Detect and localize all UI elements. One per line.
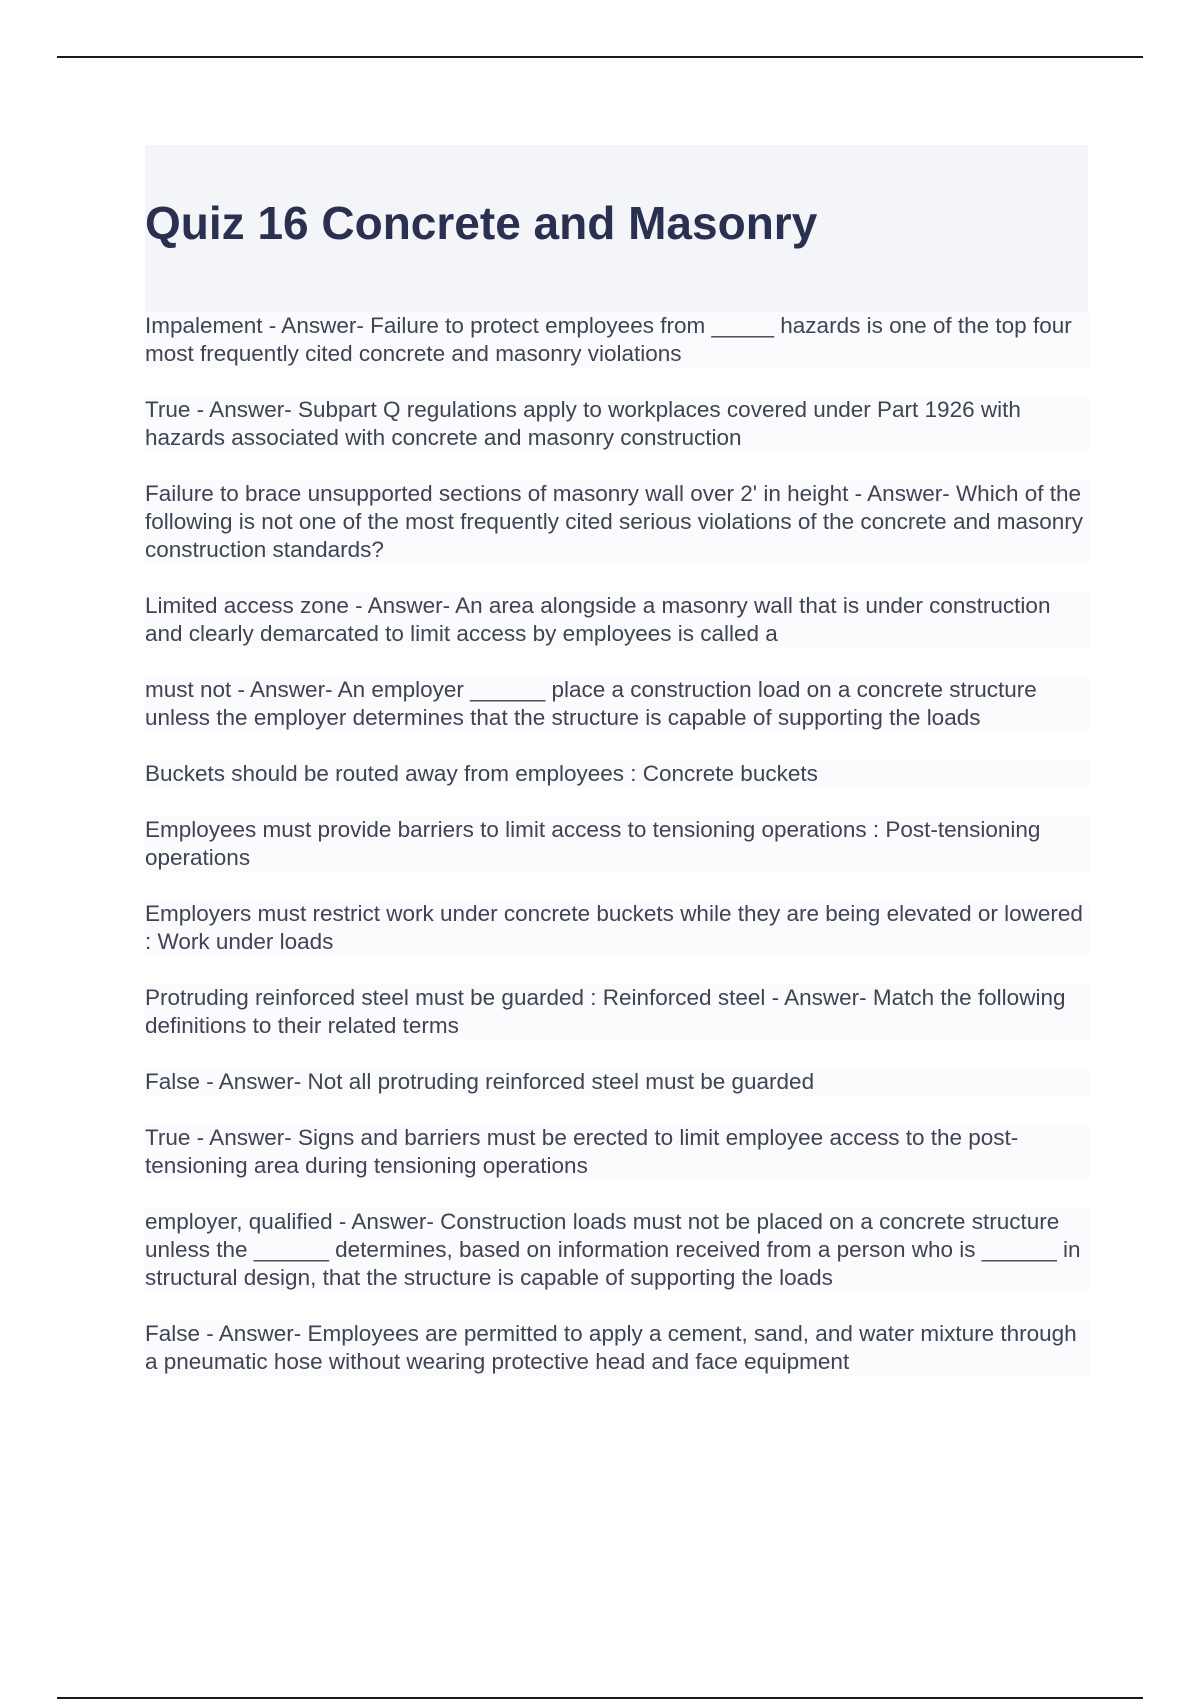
qa-item: False - Answer- Employees are permitted to apply a cement, sand, and water mixture through a pneumatic hose without wearing protective head and face equipment [145, 1320, 1090, 1376]
bottom-rule [57, 1697, 1143, 1699]
page-title: Quiz 16 Concrete and Masonry [145, 197, 818, 249]
qa-item: True - Answer- Subpart Q regulations apply to workplaces covered under Part 1926 with hazards associated with concrete and masonry construction [145, 396, 1090, 452]
qa-item: must not - Answer- An employer ______ place a construction load on a concrete structure unless the employer determines that the structure is capable of supporting the loads [145, 676, 1090, 732]
qa-item: Employees must provide barriers to limit access to tensioning operations : Post-tensioning operations [145, 816, 1090, 872]
qa-list [145, 312, 1090, 1404]
qa-item: Buckets should be routed away from employees : Concrete buckets [145, 760, 1090, 788]
qa-item: Limited access zone - Answer- An area alongside a masonry wall that is under construction and clearly demarcated to limit access by employees is called a [145, 592, 1090, 648]
qa-item: False - Answer- Not all protruding reinforced steel must be guarded [145, 1068, 1090, 1096]
qa-item: True - Answer- Signs and barriers must be erected to limit employee access to the post-tensioning area during tensioning operations [145, 1124, 1090, 1180]
qa-item: Impalement - Answer- Failure to protect employees from _____ hazards is one of the top four most frequently cited concrete and masonry violations [145, 312, 1090, 368]
qa-item: Employers must restrict work under concrete buckets while they are being elevated or lowered : Work under loads [145, 901, 1090, 954]
qa-item: employer, qualified - Answer- Construction loads must not be placed on a concrete structure unless the ______ determines, based on information received from a person who is ______ in structural design, that the structure is capable of supporting the loads [145, 1208, 1090, 1292]
qa-item: Failure to brace unsupported sections of masonry wall over 2' in height - Answer- Which of the following is not one of the most frequently cited serious violations of the concrete and masonry construction standards? [145, 481, 1090, 562]
top-rule [57, 56, 1143, 58]
qa-item: Protruding reinforced steel must be guarded : Reinforced steel - Answer- Match the following definitions to their related terms [145, 984, 1090, 1040]
